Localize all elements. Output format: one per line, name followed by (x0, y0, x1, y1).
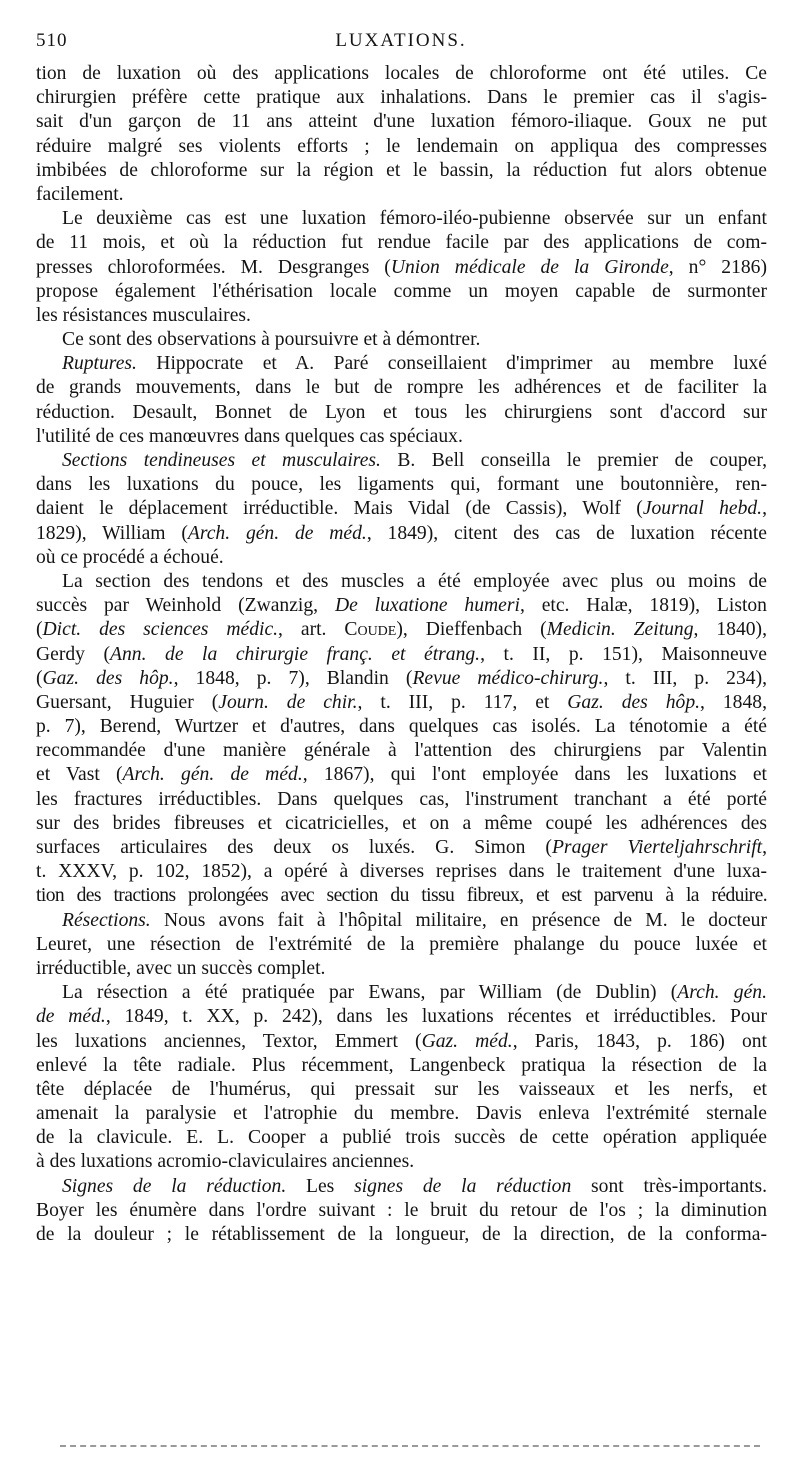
text-line: t. XXXV, p. 102, 1852), a opéré à diverses reprises dans le traitement d'une luxa- (36, 861, 767, 883)
text-line: propose également l'éthérisation locale comme un moyen capable de surmonter (36, 280, 767, 302)
text-line: les fractures irréductibles. Dans quelques cas, l'instrument tranchant a été porté (36, 788, 767, 810)
text-line: chirurgien préfère cette pratique aux inhalations. Dans le premier cas il s'agis- (36, 87, 767, 109)
text-line: Guersant, Huguier (Journ. de chir., t. III, p. 117, et Gaz. des hôp., 1848, (36, 691, 767, 713)
text-line: Résections. Nous avons fait à l'hôpital militaire, en présence de M. le docteur (62, 909, 767, 931)
text-line: les résistances musculaires. (36, 304, 251, 326)
text-line: tion des tractions prolongées avec section du tissu fibreux, et est parvenu à la réduire. (36, 885, 767, 907)
text-line: presses chloroformées. M. Desgranges (Union médicale de la Gironde, n° 2186) (36, 256, 767, 278)
text-line: Ruptures. Hippocrate et A. Paré conseillaient d'imprimer au membre luxé (62, 353, 767, 375)
section-heading-sections: Sections tendineuses et musculaires. (62, 450, 381, 471)
text-line: l'utilité de ces manœuvres dans quelques cas spéciaux. (36, 425, 463, 447)
text-line: recommandée d'une manière générale à l'attention des chirurgiens par Valentin (36, 740, 767, 762)
citation-title: Arch. gén. de méd. (122, 764, 303, 786)
citation-title: Union médicale de la Gironde (390, 256, 669, 278)
citation-title: Medicin. Zeitung (546, 619, 694, 641)
section-heading-ruptures: Ruptures. (62, 353, 137, 375)
text-line: à des luxations acromio-claviculaires anciennes. (36, 1151, 415, 1173)
citation-title: Ann. de la chirurgie franç. et étrang. (110, 643, 481, 665)
citation-title: De luxatione humeri (334, 595, 520, 617)
text-line: (Dict. des sciences médic., art. Coude), Dieffenbach (Medicin. Zeitung, 1840), (36, 619, 767, 641)
citation-title: Prager Vierteljahrschrift (551, 837, 763, 858)
text-line: surfaces articulaires des deux os luxés. G. Simon (Prager Vierteljahrschrift, (36, 837, 767, 858)
text-line: réduire malgré ses violents efforts ; le lendemain on appliqua des compresses (36, 135, 767, 157)
text-line: p. 7), Berend, Wurtzer et d'autres, dans quelques cas isolés. La ténotomie a été (36, 716, 767, 738)
text-line: La section des tendons et des muscles a été employée avec plus ou moins de (62, 570, 767, 592)
citation-title: Gaz. des hôp. (42, 667, 174, 689)
text-line: les luxations anciennes, Textor, Emmert (Gaz. méd., Paris, 1843, p. 186) ont (36, 1030, 767, 1052)
text-line: facilement. (36, 183, 124, 205)
citation-title: Dict. des sciences médic. (42, 619, 279, 641)
text-line: et Vast (Arch. gén. de méd., 1867), qui l'ont employée dans les luxations et (36, 764, 767, 786)
text-line: imbibées de chloroforme sur la région et le bassin, la réduction fut alors obtenue (36, 159, 767, 181)
section-heading-signes: Signes de la réduction. (62, 1175, 287, 1197)
text-line: Gerdy (Ann. de la chirurgie franç. et étrang., t. II, p. 151), Maisonneuve (36, 643, 768, 665)
citation-title: Arch. gén. de méd. (187, 522, 367, 544)
text-line: Le deuxième cas est une luxation fémoro-iléo-pubienne observée sur un enfant (62, 208, 767, 230)
text-line: Boyer les énumère dans l'ordre suivant : le bruit du retour de l'os ; la diminution (36, 1199, 767, 1221)
text-line: réduction. Desault, Bonnet de Lyon et tous les chirurgiens sont d'accord sur (36, 401, 767, 423)
text-line: sur des brides fibreuses et cicatricielles, et on a même coupé les adhérences des (36, 812, 767, 834)
citation-title: Gaz. méd. (421, 1030, 513, 1052)
text-line: sait d'un garçon de 11 ans atteint d'une luxation fémoro-iliaque. Goux ne put (36, 111, 767, 133)
citation-title: Journ. de chir. (218, 691, 358, 713)
page-bottom-rule (60, 1445, 760, 1447)
text-line: irréductible, avec un succès complet. (36, 957, 326, 979)
text-line: tion de luxation où des applications locales de chloroforme ont été utiles. Ce (36, 63, 767, 84)
text-line: enlevé la tête radiale. Plus récemment, Langenbeck pratiqua la résection de la (36, 1054, 767, 1076)
text-line: dans les luxations du pouce, les ligaments qui, formant une boutonnière, ren- (36, 474, 767, 496)
section-heading-resections: Résections. (62, 909, 151, 931)
text-line: Ce sont des observations à poursuivre et à démontrer. (62, 329, 481, 351)
citation-title: de méd. (36, 1006, 106, 1028)
text-line: Sections tendineuses et musculaires. B. Bell conseilla le premier de couper, (62, 450, 768, 471)
citation-title: Revue médico-chirurg. (412, 667, 604, 689)
text-line: La résection a été pratiquée par Ewans, par William (de Dublin) (Arch. gén. (62, 982, 767, 1004)
text-line: tête déplacée de l'humérus, qui pressait sur les vaisseaux et les nerfs, et (36, 1078, 767, 1100)
text-line: de 11 mois, et où la réduction fut rendue facile par des applications de com- (36, 232, 767, 254)
text-line: de la clavicule. E. L. Cooper a publié trois succès de cette opération appliquée (36, 1127, 767, 1149)
text-line: de la douleur ; le rétablissement de la longueur, de la direction, de la conforma- (36, 1224, 767, 1245)
text-line: 1829), William (Arch. gén. de méd., 1849), citent des cas de luxation récente (36, 522, 768, 544)
text-line: de grands mouvements, dans le but de rompre les adhérences et de faciliter la (36, 377, 767, 399)
body-text (36, 62, 767, 1247)
citation-title: Gaz. des hôp. (567, 691, 701, 713)
text-line: Signes de la réduction. Les signes de la réduction sont très-importants. (62, 1175, 767, 1197)
running-title: LUXATIONS. (335, 30, 467, 51)
page-number: 510 (36, 30, 68, 51)
citation-title: Journal hebd. (642, 498, 763, 520)
text-line: de méd., 1849, t. XX, p. 242), dans les luxations récentes et irréductibles. Pour (36, 1006, 768, 1028)
text-line: (Gaz. des hôp., 1848, p. 7), Blandin (Revue médico-chirurg., t. III, p. 234), (36, 667, 767, 689)
text-line: où ce procédé a échoué. (36, 546, 224, 568)
text-line: daient le déplacement irréductible. Mais Vidal (de Cassis), Wolf (Journal hebd., (36, 498, 767, 520)
page-header (36, 30, 766, 56)
citation-title: Arch. gén. (677, 982, 767, 1004)
text-line: succès par Weinhold (Zwanzig, De luxatione humeri, etc. Halæ, 1819), Liston (36, 595, 767, 617)
text-line: amenait la paralysie et l'atrophie du membre. Davis enleva l'extrémité sternale (36, 1103, 767, 1125)
text-line: Leuret, une résection de l'extrémité de la première phalange du pouce luxée et (36, 933, 767, 955)
